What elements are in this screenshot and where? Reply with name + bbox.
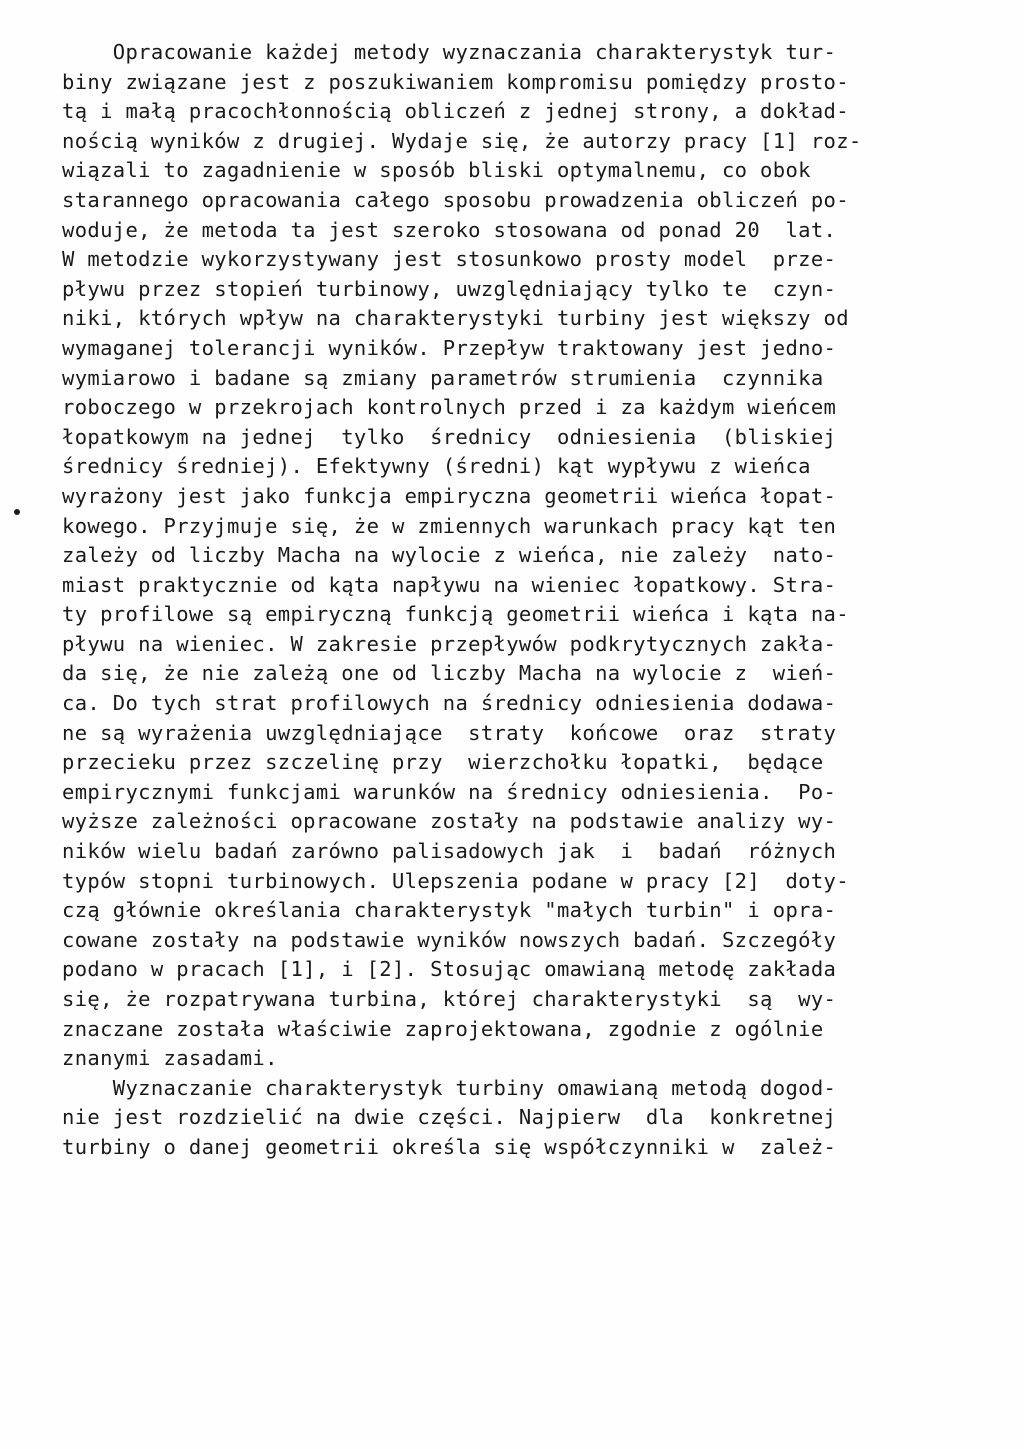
text-line: starannego opracowania całego sposobu prowadzenia obliczeń po- — [62, 187, 849, 212]
text-line: podano w pracach [1], i [2]. Stosując omawianą metodę zakłada — [62, 957, 837, 982]
text-line: czą głównie określania charakterystyk "małych turbin" i opra- — [62, 898, 837, 923]
text-line: da się, że nie zależą one od liczby Macha na wylocie z wień- — [62, 661, 837, 686]
text-line: cowane zostały na podstawie wyników nowszych badań. Szczegóły — [62, 927, 837, 952]
text-line: nością wyników z drugiej. Wydaje się, że autorzy pracy [1] roz- — [62, 128, 862, 153]
text-line: woduje, że metoda ta jest szeroko stosowana od ponad 20 lat. — [62, 217, 837, 242]
text-line: się, że rozpatrywana turbina, której charakterystyki są wy- — [62, 987, 837, 1011]
text-line: miast praktycznie od kąta napływu na wieniec łopatkowy. Stra- — [62, 572, 837, 597]
text-line: wymiarowo i badane są zmiany parametrów strumienia czynnika — [62, 365, 824, 390]
text-line: łopatkowym na jednej tylko średnicy odniesienia (bliskiej — [62, 424, 837, 449]
text-line: W metodzie wykorzystywany jest stosunkowo prosty model prze- — [62, 247, 837, 272]
body-text — [62, 38, 922, 1163]
text-line: roboczego w przekrojach kontrolnych przed i za każdym wieńcem — [62, 395, 837, 420]
text-line: ty profilowe są empiryczną funkcją geometrii wieńca i kąta na- — [62, 602, 849, 627]
text-line: biny związane jest z poszukiwaniem kompromisu pomiędzy prosto- — [62, 69, 849, 94]
text-line: zależy od liczby Macha na wylocie z wieńca, nie zależy nato- — [62, 543, 837, 568]
margin-dot-mark — [14, 509, 20, 515]
paragraph-2 — [62, 1074, 922, 1163]
text-line: znaczane została właściwie zaprojektowana, zgodnie z ogólnie — [62, 1016, 824, 1041]
text-line: kowego. Przyjmuje się, że w zmiennych warunkach pracy kąt ten — [62, 513, 837, 538]
text-line: Wyznaczanie charakterystyk turbiny omawianą metodą dogod- — [62, 1075, 837, 1100]
text-line: empirycznymi funkcjami warunków na średnicy odniesienia. Po- — [62, 779, 837, 804]
text-line: wyższe zależności opracowane zostały na podstawie analizy wy- — [62, 809, 837, 834]
text-line: pływu przez stopień turbinowy, uwzględniający tylko te czyn- — [62, 276, 837, 301]
text-line: przecieku przez szczelinę przy wierzchołku łopatki, będące — [62, 750, 824, 775]
text-line: średnicy średniej). Efektywny (średni) kąt wypływu z wieńca — [62, 454, 811, 479]
text-line: ników wielu badań zarówno palisadowych jak i badań różnych — [62, 839, 837, 864]
text-line: wymaganej tolerancji wyników. Przepływ traktowany jest jedno- — [62, 335, 837, 360]
text-line: ne są wyrażenia uwzględniające straty końcowe oraz straty — [62, 720, 837, 745]
paragraph-1 — [62, 38, 922, 1074]
text-line: wiązali to zagadnienie w sposób bliski optymalnemu, co obok — [62, 158, 811, 183]
text-line: nie jest rozdzielić na dwie części. Najpierw dla konkretnej — [62, 1105, 837, 1130]
text-line: znanymi zasadami. — [62, 1046, 278, 1071]
text-line: pływu na wieniec. W zakresie przepływów podkrytycznych zakła- — [62, 631, 837, 656]
text-line: turbiny o danej geometrii określa się współczynniki w zależ- — [62, 1134, 837, 1159]
text-line: tą i małą pracochłonnością obliczeń z jednej strony, a dokład- — [62, 99, 849, 124]
text-line: Opracowanie każdej metody wyznaczania charakterystyk tur- — [62, 40, 837, 64]
text-line: niki, których wpływ na charakterystyki turbiny jest większy od — [62, 306, 849, 331]
text-line: typów stopni turbinowych. Ulepszenia podane w pracy [2] doty- — [62, 868, 849, 893]
text-line: wyrażony jest jako funkcja empiryczna geometrii wieńca łopat- — [62, 483, 837, 508]
text-line: ca. Do tych strat profilowych na średnicy odniesienia dodawa- — [62, 691, 837, 716]
